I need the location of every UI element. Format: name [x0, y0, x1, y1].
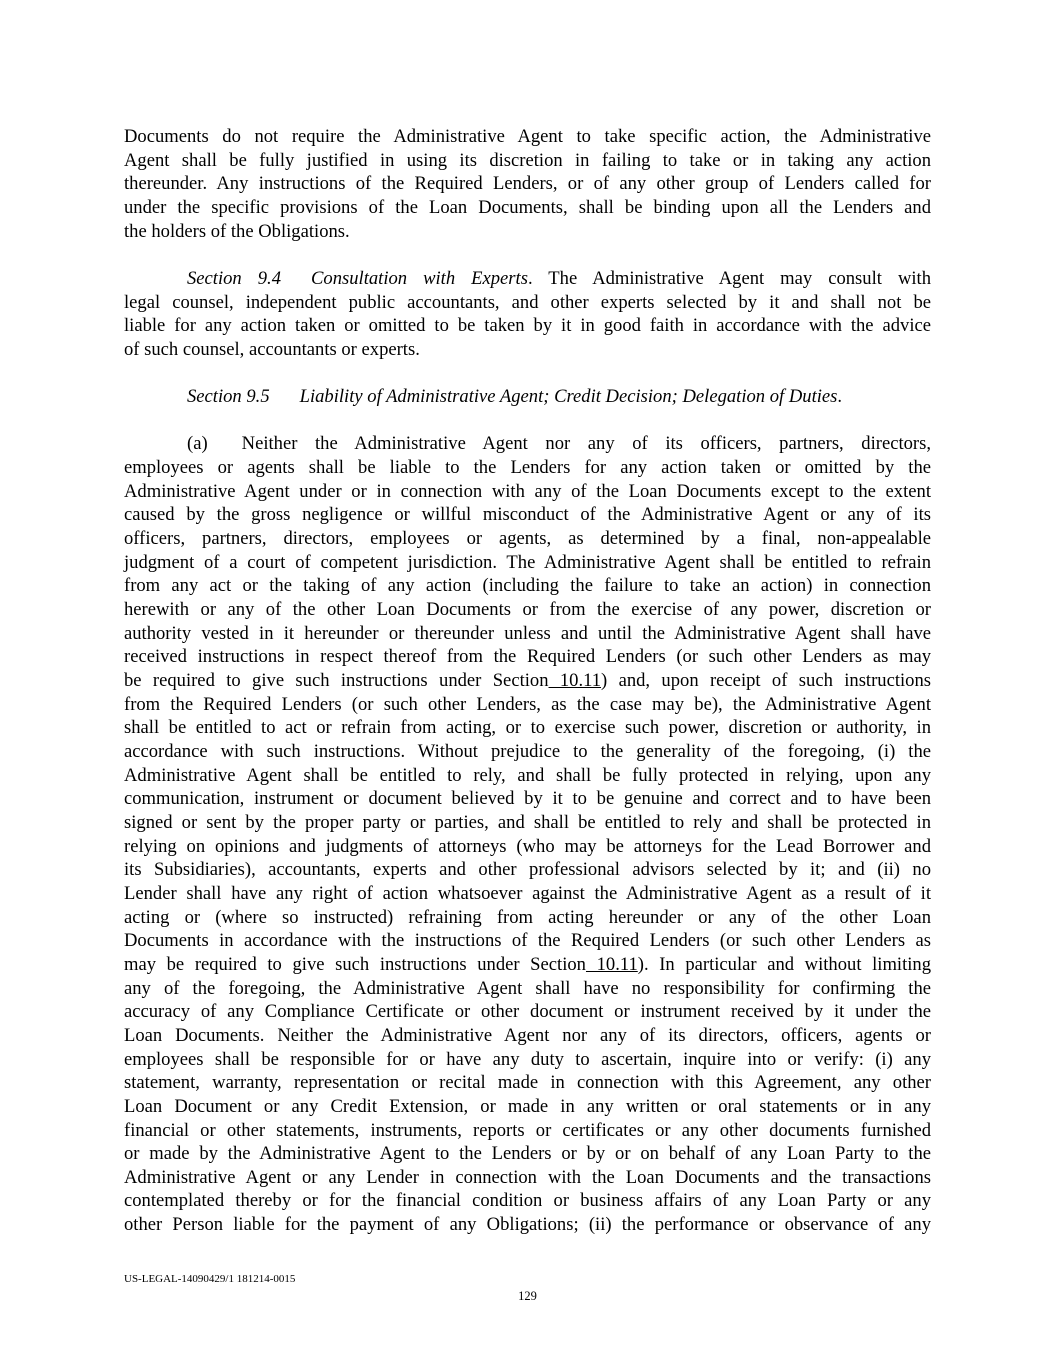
- text-line: acting or (where so instructed) refraining from acting hereunder or any of the other Loan: [124, 906, 931, 928]
- text-line: from the Required Lenders (or such other Lenders, as the case may be), the Administrative Agent: [124, 693, 931, 715]
- text-line: accordance with such instructions. Without prejudice to the generality of the foregoing, (i) the: [124, 741, 931, 763]
- section-reference-link[interactable]: 10.11: [548, 670, 602, 692]
- text-line: or made by the Administrative Agent to the Lenders or by or on behalf of any Loan Party to the: [124, 1143, 931, 1165]
- text-line: of such counsel, accountants or experts.: [124, 338, 420, 360]
- paragraph-lead-text: Neither the Administrative Agent nor any of its officers, partners, directors,: [241, 433, 931, 455]
- paragraph-lead-text: The Administrative Agent may consult with: [548, 267, 931, 289]
- paragraph: [124, 267, 931, 362]
- page-number: 129: [518, 1289, 537, 1303]
- text-line: herewith or any of the other Loan Documents or from the exercise of any power, discretion or: [124, 599, 931, 621]
- text-line: its Subsidiaries), accountants, experts and other professional advisors selected by it; and (ii) no: [124, 859, 931, 881]
- text-segment: ) and, upon receipt of such instructions: [601, 670, 932, 692]
- section-number: Section 9.4: [187, 267, 281, 289]
- section-title: Liability of Administrative Agent; Credit Decision; Delegation of Duties: [299, 386, 838, 408]
- text-line: Loan Document or any Credit Extension, or made in any written or oral statements or in any: [124, 1095, 931, 1117]
- text-line: Administrative Agent under or in connection with any of the Loan Documents except to the extent: [124, 480, 931, 502]
- section-heading: Section 9.4 Consultation with Experts. The Administrative Agent may consult with: [187, 267, 931, 289]
- text-line: accuracy of any Compliance Certificate or other document or instrument received by it under the: [124, 1001, 931, 1023]
- text-line: statement, warranty, representation or recital made in connection with this Agreement, any other: [124, 1072, 931, 1094]
- text-line: any of the foregoing, the Administrative Agent shall have no responsibility for confirming the: [124, 977, 931, 999]
- text-line: signed or sent by the proper party or parties, and shall be entitled to rely and shall be protected in: [124, 811, 931, 833]
- text-line: employees shall be responsible for or have any duty to ascertain, inquire into or verify: (i) any: [124, 1048, 931, 1070]
- text-line: received instructions in respect thereof from the Required Lenders (or such other Lenders as may: [124, 646, 931, 668]
- text-line: the holders of the Obligations.: [124, 220, 350, 242]
- item-label: (a): [187, 433, 208, 455]
- item-heading: [124, 432, 931, 456]
- text-line: contemplated thereby or for the financial condition or business affairs of any Loan Party or any: [124, 1190, 931, 1212]
- text-line: shall be entitled to act or refrain from acting, or to exercise such power, discretion or authority, in: [124, 717, 931, 739]
- text-line: liable for any action taken or omitted to be taken by it in good faith in accordance with the advice: [124, 315, 931, 337]
- text-line: [124, 953, 931, 977]
- paragraph: [124, 432, 931, 1236]
- paragraph: [124, 125, 931, 243]
- text-line: Administrative Agent shall be entitled to rely, and shall be fully protected in relying, upon any: [124, 764, 931, 786]
- text-line: financial or other statements, instruments, reports or certificates or any other documents furnished: [124, 1119, 931, 1141]
- document-body: [124, 125, 931, 1260]
- text-line: [124, 669, 931, 693]
- section-number: Section 9.5: [187, 386, 270, 408]
- text-line: other Person liable for the payment of any Obligations; (ii) the performance or observance of any: [124, 1214, 931, 1236]
- text-line: Agent shall be fully justified in using its discretion in failing to take or in taking any action: [124, 149, 931, 171]
- text-line: under the specific provisions of the Loan Documents, shall be binding upon all the Lenders and: [124, 196, 931, 218]
- paragraph: [124, 385, 931, 409]
- text-line: communication, instrument or document believed by it to be genuine and correct and to have been: [124, 788, 931, 810]
- text-segment: may be required to give such instructions under Section: [124, 953, 586, 975]
- text-line: judgment of a court of competent jurisdiction. The Administrative Agent shall be entitled to refrain: [124, 551, 931, 573]
- text-line: Loan Documents. Neither the Administrative Agent nor any of its directors, officers, agents or: [124, 1024, 931, 1046]
- text-line: relying on opinions and judgments of attorneys (who may be attorneys for the Lead Borrower and: [124, 835, 931, 857]
- text-line: Documents in accordance with the instructions of the Required Lenders (or such other Lenders as: [124, 930, 931, 952]
- document-id-footer: US-LEGAL-14090429/1 181214-0015: [124, 1273, 296, 1285]
- text-segment: ). In particular and without limiting: [637, 953, 931, 975]
- text-line: authority vested in it hereunder or thereunder unless and until the Administrative Agent shall have: [124, 622, 931, 644]
- section-reference-link[interactable]: 10.11: [585, 953, 638, 975]
- text-line: legal counsel, independent public accountants, and other experts selected by it and shall not be: [124, 291, 931, 313]
- text-line: caused by the gross negligence or willful misconduct of the Administrative Agent or any of its: [124, 504, 931, 526]
- text-line: thereunder. Any instructions of the Required Lenders, or of any other group of Lenders called for: [124, 173, 931, 195]
- section-title: Consultation with Experts: [311, 267, 528, 289]
- text-line: officers, partners, directors, employees or agents, as determined by a final, non-appealable: [124, 528, 931, 550]
- text-line: employees or agents shall be liable to the Lenders for any action taken or omitted by the: [124, 457, 931, 479]
- text-line: Documents do not require the Administrative Agent to take specific action, the Administrative: [124, 126, 931, 147]
- text-line: Lender shall have any right of action whatsoever against the Administrative Agent as a result of it: [124, 882, 931, 904]
- text-line: from any act or the taking of any action (including the failure to take an action) in connection: [124, 575, 931, 597]
- text-segment: be required to give such instructions under Section: [124, 670, 549, 692]
- section-heading: Section 9.5 Liability of Administrative Agent; Credit Decision; Delegation of Duties.: [187, 386, 843, 408]
- text-line: Administrative Agent or any Lender in connection with the Loan Documents and the transactions: [124, 1166, 931, 1188]
